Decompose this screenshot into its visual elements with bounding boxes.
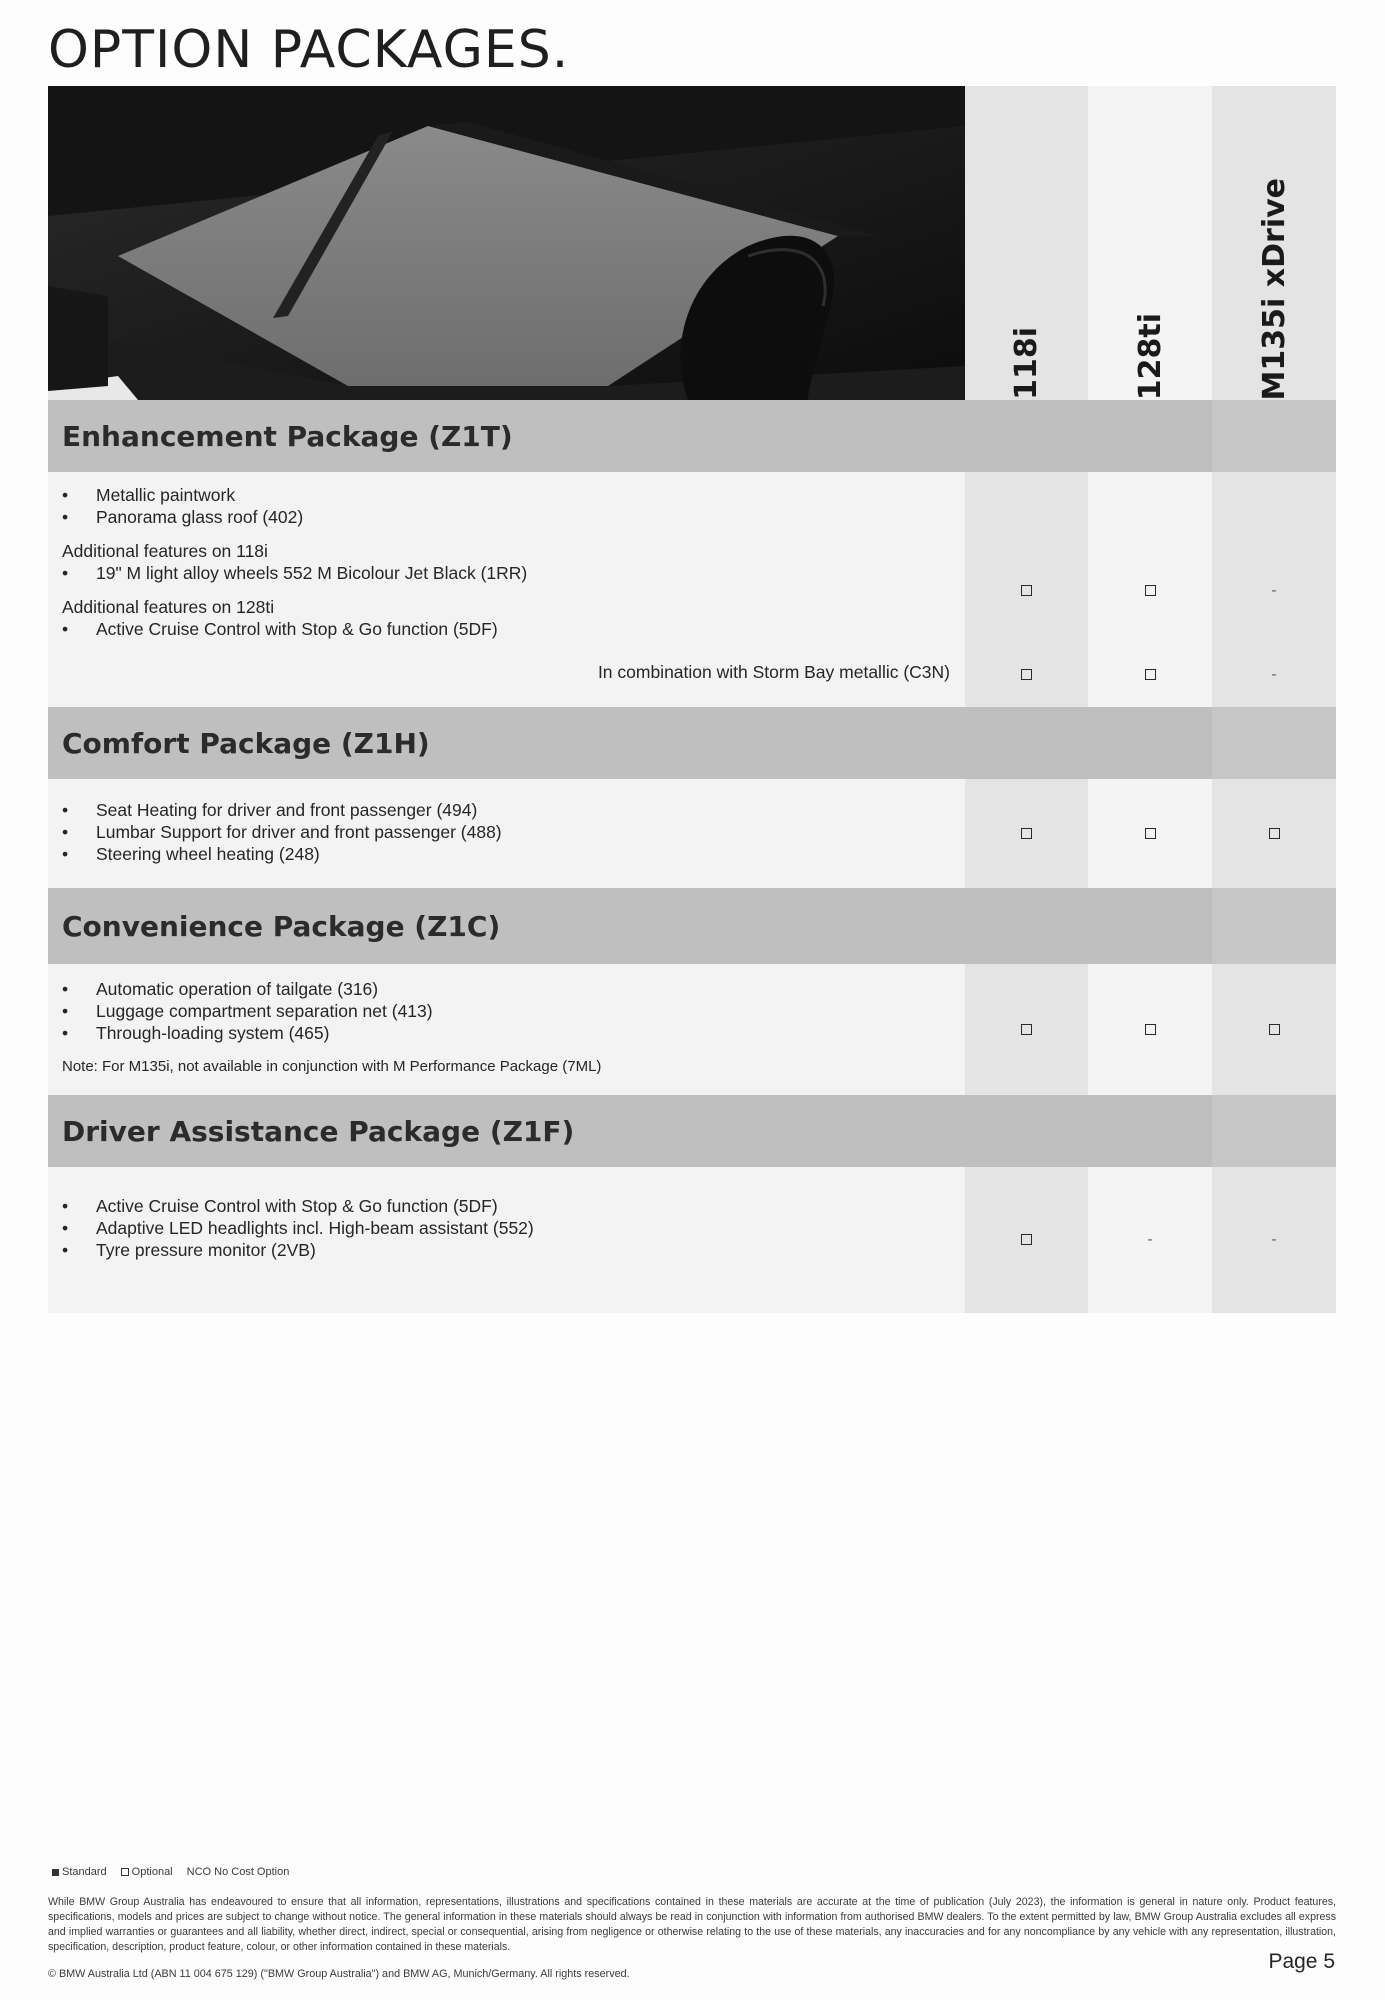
feature-list — [48, 1167, 956, 1261]
list-item: • Lumbar Support for driver and front passenger (488) — [62, 821, 942, 843]
list-item: • Steering wheel heating (248) — [62, 843, 942, 865]
optional-square-icon — [1021, 585, 1032, 596]
package-header-comfort — [48, 707, 1336, 779]
availability-row — [965, 659, 1336, 689]
mark-cell: - — [1271, 665, 1277, 683]
list-item: • 19" M light alloy wheels 552 M Bicolour Jet Black (1RR) — [62, 562, 942, 584]
legend-nco: NCO No Cost Option — [186, 1866, 290, 1878]
mark-cell — [965, 818, 1088, 848]
mark-cell: - — [1271, 1230, 1277, 1248]
package-title: Driver Assistance Package (Z1F) — [62, 1114, 575, 1148]
list-item: • Tyre pressure monitor (2VB) — [62, 1239, 942, 1261]
page-title: OPTION PACKAGES. — [48, 20, 570, 80]
table-header-row — [48, 86, 1336, 400]
mark-cell — [1088, 1014, 1212, 1044]
list-item: • Luggage compartment separation net (413) — [62, 1000, 942, 1022]
list-item: • Active Cruise Control with Stop & Go function (5DF) — [62, 618, 942, 640]
package-body-enhancement — [48, 472, 1336, 707]
column-header-118i: 118i — [965, 86, 1088, 400]
mark-cell — [1088, 659, 1212, 689]
list-item: • Through-loading system (465) — [62, 1022, 942, 1044]
optional-square-icon — [1269, 1024, 1280, 1035]
feature-list — [48, 964, 956, 1044]
legend — [52, 1866, 289, 1878]
feature-list — [48, 779, 956, 865]
package-title: Comfort Package (Z1H) — [62, 726, 430, 760]
filled-square-icon — [52, 1869, 59, 1876]
mark-cell — [965, 1014, 1088, 1044]
optional-square-icon — [1021, 1024, 1032, 1035]
panorama-roof-photo — [48, 86, 965, 400]
list-item: • Panorama glass roof (402) — [62, 506, 942, 528]
package-note: Note: For M135i, not available in conjunction with M Performance Package (7ML) — [62, 1058, 602, 1075]
combination-note: In combination with Storm Bay metallic (C3N) — [597, 662, 950, 682]
optional-square-icon — [1145, 669, 1156, 680]
empty-square-icon — [121, 1868, 129, 1876]
optional-square-icon — [1021, 1234, 1032, 1245]
legend-standard: Standard — [52, 1866, 107, 1878]
mark-cell — [1088, 575, 1212, 605]
optional-square-icon — [1145, 1024, 1156, 1035]
page-number: Page 5 — [1268, 1950, 1335, 1973]
optional-square-icon — [1269, 828, 1280, 839]
column-header-m135i: M135i xDrive — [1212, 86, 1336, 400]
mark-cell — [965, 1224, 1088, 1254]
subheading: Additional features on 128ti — [62, 597, 275, 617]
availability-row — [965, 818, 1336, 848]
package-body-driver-assistance — [48, 1167, 1336, 1313]
copyright: © BMW Australia Ltd (ABN 11 004 675 129) ("BMW Group Australia") and BMW AG, Munich/Germany. All rights reserved. — [48, 1968, 630, 1980]
list-item: • Automatic operation of tailgate (316) — [62, 978, 942, 1000]
mark-cell — [965, 659, 1088, 689]
package-title: Convenience Package (Z1C) — [62, 909, 501, 943]
package-header-convenience — [48, 888, 1336, 964]
option-packages-table — [48, 86, 1336, 1313]
mark-cell — [1212, 1014, 1336, 1044]
subheading: Additional features on 118i — [62, 541, 268, 561]
optional-square-icon — [1021, 828, 1032, 839]
list-item: • Active Cruise Control with Stop & Go function (5DF) — [62, 1195, 942, 1217]
package-body-comfort — [48, 779, 1336, 888]
feature-list — [48, 472, 956, 640]
list-item: • Seat Heating for driver and front passenger (494) — [62, 799, 942, 821]
availability-row — [965, 575, 1336, 605]
optional-square-icon — [1145, 585, 1156, 596]
mark-cell: - — [1271, 581, 1277, 599]
mark-cell: - — [1147, 1230, 1153, 1248]
disclaimer: While BMW Group Australia has endeavoured to ensure that all information, representations, illustrations and specifications contained in these materials are accurate at the time of publication (July 2023), the information is general in nature only. Product features, specifications, models and prices are subject to change without notice. The general information in these materials should always be read in conjunction with information from authorised BMW dealers. To the extent permitted by law, BMW Group Australia excludes all express and implied warranties or guarantees and all liability, whether direct, indirect, special or consequential, arising from negligence or otherwise relating to the use of these materials, any inaccuracies and for any noncompliance by any vehicle with any representation, illustration, specification, description, product feature, colour, or other information contained in these materials. — [48, 1896, 1336, 1953]
optional-square-icon — [1021, 669, 1032, 680]
package-header-enhancement — [48, 400, 1336, 472]
availability-row — [965, 1224, 1336, 1254]
package-header-driver-assistance — [48, 1095, 1336, 1167]
mark-cell — [1212, 818, 1336, 848]
mark-cell — [1088, 818, 1212, 848]
optional-square-icon — [1145, 828, 1156, 839]
package-body-convenience — [48, 964, 1336, 1095]
column-header-128ti: 128ti — [1088, 86, 1212, 400]
list-item: • Adaptive LED headlights incl. High-beam assistant (552) — [62, 1217, 942, 1239]
list-item: • Metallic paintwork — [62, 484, 942, 506]
mark-cell — [965, 575, 1088, 605]
legend-optional: Optional — [121, 1866, 173, 1878]
availability-row — [965, 1014, 1336, 1044]
package-title: Enhancement Package (Z1T) — [62, 419, 513, 453]
